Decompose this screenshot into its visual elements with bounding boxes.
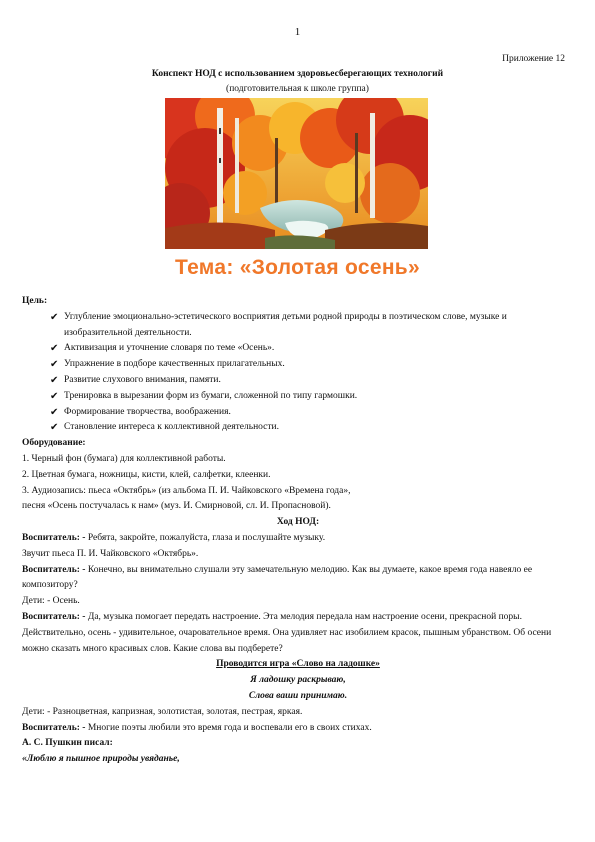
equipment-item: 1. Черный фон (бумага) для коллективной работы.	[22, 453, 226, 464]
teacher-label: Воспитатель: -	[22, 722, 86, 733]
paragraph: Воспитатель: - Да, музыка помогает передать настроение. Эта мелодия передала нам настроение осени, прекрасной поры.	[22, 611, 522, 622]
paragraph: Воспитатель: - Многие поэты любили это время года и воспевали его в своих стихах.	[22, 722, 372, 733]
equipment-label: Оборудование:	[22, 438, 86, 449]
paragraph: Дети: - Разноцветная, капризная, золотистая, золотая, пестрая, яркая.	[22, 706, 303, 717]
poem-line: «Люблю я пышное природы увяданье,	[22, 754, 180, 765]
page-title: Тема: «Золотая осень»	[175, 256, 420, 279]
teacher-label: Воспитатель: -	[22, 564, 86, 575]
document-header: Конспект НОД с использованием здоровьесберегающих технологий	[151, 69, 444, 79]
game-title: Проводится игра «Слово на ладошке»	[216, 659, 380, 670]
goal-item: ✔ Формирование творчества, воображения.	[50, 405, 574, 421]
equipment-item: 3. Аудиозапись: пьеса «Октябрь» (из альбома П. И. Чайковского «Времена года»,	[22, 485, 351, 496]
goals-list	[22, 310, 574, 436]
checkmark-icon: ✔	[50, 390, 59, 402]
paragraph: Воспитатель: - Ребята, закройте, пожалуйста, глаза и послушайте музыку.	[22, 532, 326, 543]
course-label: Ход НОД:	[276, 517, 320, 528]
pushkin-label: А. С. Пушкин писал:	[22, 738, 113, 749]
equipment-item: песня «Осень постучалась к нам» (муз. И. Смирновой, сл. И. Пропасновой).	[22, 501, 331, 512]
goal-item: ✔ Упражнение в подборе качественных прилагательных.	[50, 357, 574, 373]
goal-item: ✔ Тренировка в вырезании форм из бумаги, сложенной по типу гармошки.	[50, 389, 574, 405]
document-subheader: (подготовительная к школе группа)	[226, 84, 369, 94]
paragraph: Действительно, осень - удивительное, очаровательное время. Она удивляет нас изобилием красок, пышным убранством. Об осени можно сказать много красивых слов. Какие слова вы подберете?	[22, 627, 552, 654]
goal-item: ✔ Развитие слухового внимания, памяти.	[50, 373, 574, 389]
equipment-item: 2. Цветная бумага, ножницы, кисти, клей, салфетки, клеенки.	[22, 469, 271, 480]
teacher-label: Воспитатель: -	[22, 532, 86, 543]
checkmark-icon: ✔	[50, 359, 59, 371]
appendix-label: Приложение 12	[502, 54, 565, 64]
checkmark-icon: ✔	[50, 374, 59, 386]
goal-item: ✔ Активизация и уточнение словаря по теме «Осень».	[50, 341, 574, 357]
paragraph: Воспитатель: - Конечно, вы внимательно слушали эту замечательную мелодию. Как вы думаете, какое время года навеяло ее композитору?	[22, 564, 533, 591]
checkmark-icon: ✔	[50, 422, 59, 434]
checkmark-icon: ✔	[50, 343, 59, 355]
game-verse-line: Я ладошку раскрываю,	[250, 675, 346, 686]
paragraph: Дети: - Осень.	[22, 596, 80, 607]
goal-item: ✔ Становление интереса к коллективной деятельности.	[50, 420, 574, 436]
goal-item: ✔ Углубление эмоционально-эстетического восприятия детьми родной природы в поэтическом слове, музыке и изобразительной деятельности.	[50, 311, 507, 338]
paragraph: Звучит пьеса П. И. Чайковского «Октябрь».	[22, 548, 199, 559]
checkmark-icon: ✔	[50, 311, 59, 323]
game-verse-line: Слова ваши принимаю.	[248, 690, 348, 701]
page-number: 1	[294, 26, 301, 38]
autumn-forest-photo	[165, 98, 428, 249]
goals-label: Цель:	[22, 296, 48, 306]
teacher-label: Воспитатель: -	[22, 611, 86, 622]
checkmark-icon: ✔	[50, 406, 59, 418]
document-body	[22, 294, 574, 768]
